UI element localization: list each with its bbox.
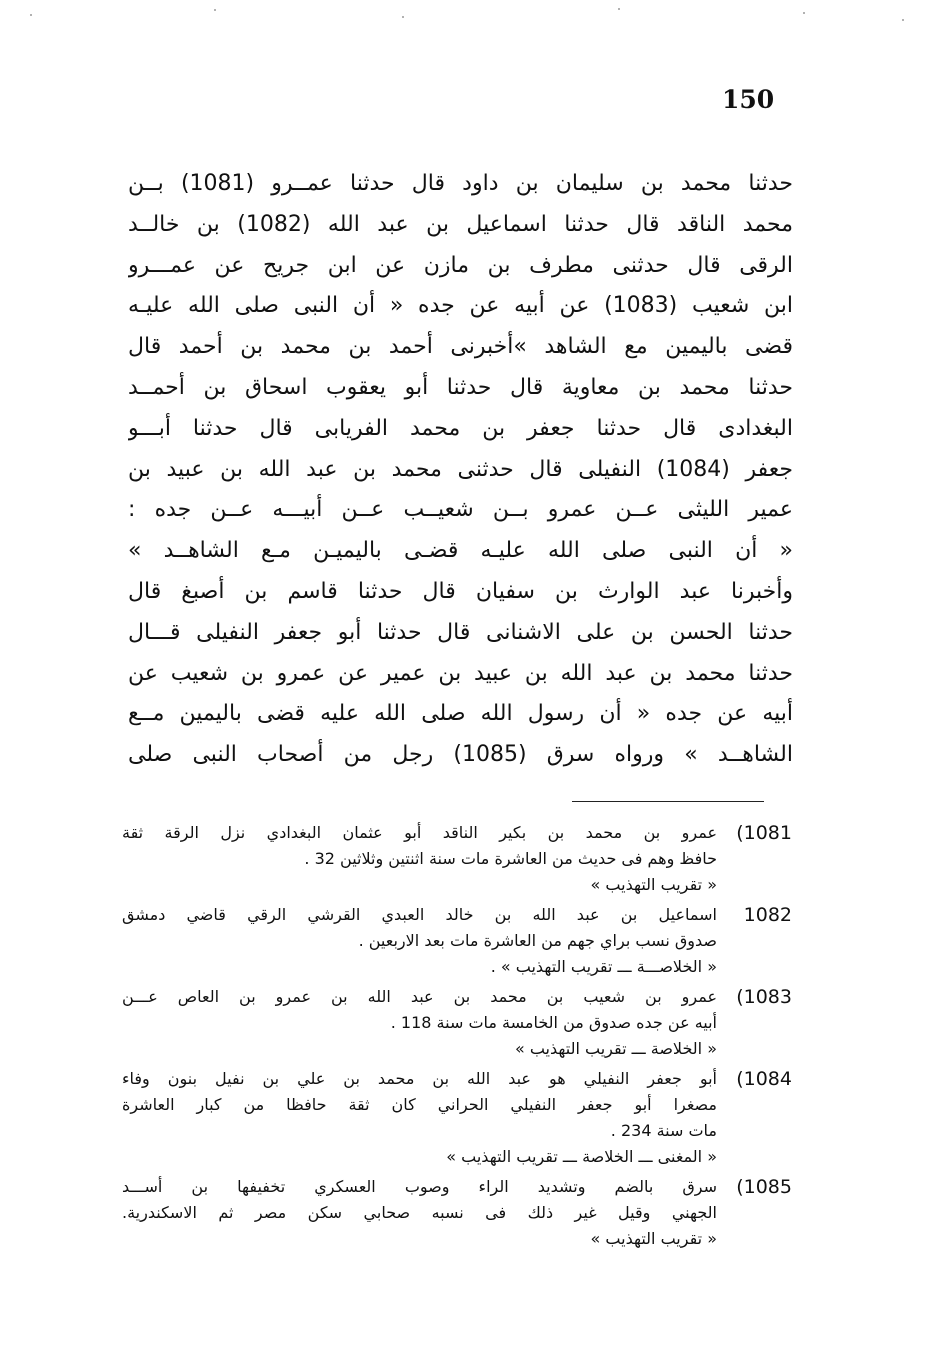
footnote-line: « تقريب التهذيب » [590,875,717,894]
footnote [122,820,792,898]
footnote-number: 1082 [743,904,792,926]
main-text-line: محمد الناقد قال حدثنا اسماعيل بن عبد الله (1082) بن خالــد [128,211,793,237]
footnote-line: أبو جعفر النفيلي هو عبد الله بن محمد بن علي بن نفيل بنون وفاء [122,1069,717,1088]
footnote-number: (1085 [736,1176,792,1198]
footnote-line: عمرو بن شعيب بن محمد بن عبد الله بن عمرو بن العاص عـــن [122,987,717,1006]
footnote-line: عمرو بن محمد بن بكير الناقد أبو عثمان البغدادي نزل الرقة ثقة [122,823,717,842]
main-text-line: حدثنا محمد بن سليمان بن داود قال حدثنا عمــرو (1081) بــن [128,171,793,196]
footnote-line: الجهني وقيل غير ذلك فى نسبه صحابي سكن مصر ثم الاسكندرية. [122,1203,717,1222]
footnote-line: « تقريب التهذيب » [590,1229,717,1248]
scan-speck [214,9,216,11]
footnote-line: مصغرا أبو جعفر النفيلي الحراني كان ثقة حافظا من كبار العاشرة [122,1095,717,1114]
footnote [122,984,792,1062]
main-text-line: الرقى قال حدثنى مطرف بن مازن عن ابن جريح عن عمـــرو [128,252,793,278]
footnote-body [122,902,717,980]
footnote-body [122,820,717,898]
main-text-line: ابن شعيب (1083) عن أبيه عن جده « أن النبى صلى الله عليـه [128,293,793,319]
footnote-number: (1081 [736,822,792,844]
footnote-line: صدوق نسب براي جهم من العاشرة مات بعد الاربعين . [358,931,717,950]
main-text-line: الشاهــد » ورواه سرق (1085) رجل من أصحاب النبى صلى [128,742,793,768]
footnote-line: « الخلاصة ـــ تقريب التهذيب » [514,1039,717,1058]
scan-speck [618,8,620,10]
footnote-line: سرق بالضم وتشديد الراء وصوب العسكري تخفيفها بن أســـد [122,1177,717,1196]
page-number: 150 [722,85,775,114]
scan-speck [402,16,404,18]
main-text-line: « أن النبى صلى الله عليـه قضـى باليميـن مـع الشاهــد » [128,538,793,564]
footnote-line: « الخلاصـــة ـــ تقريب التهذيب » . [490,957,717,976]
footnote [122,902,792,980]
scan-speck [902,19,904,21]
scan-speck [30,14,32,16]
main-text-line: حدثنا محمد بن عبد الله بن عبيد بن عمير عن عمرو بن شعيب عن [128,660,793,686]
main-text [128,164,793,776]
main-text-line: أبيه عن جده « أن رسول الله صلى الله عليه قضى باليمين مــع [128,701,793,727]
footnote-number: (1084 [736,1068,792,1090]
main-text-line: جعفر (1084) النفيلى قال حدثنى محمد بن عبد الله بن عبيد بن [128,456,793,482]
footnotes [122,820,792,1256]
footnote-line: اسماعيل بن عبد الله بن خالد العبدي القرشي الرقي قاضي دمشق [122,905,717,924]
footnote [122,1066,792,1170]
footnote-body [122,984,717,1062]
footnote-line: مات سنة 234 . [610,1121,717,1140]
footnote-number: (1083 [736,986,792,1008]
main-text-line: حدثنا محمد بن معاوية قال حدثنا أبو يعقوب اسحاق بن أحمــد [128,374,793,400]
footnote-line: حافظ وهم فى حديث من العاشرة مات سنة اثنتين وثلاثين 32 . [304,849,717,868]
footnote-body [122,1174,717,1252]
footnote-line: أبيه عن جده صدوق من الخامسة مات سنة 118 . [390,1013,717,1032]
footnote-separator [572,801,764,802]
footnote-line: « المغنى ـــ الخلاصة ـــ تقريب التهذيب » [446,1147,717,1166]
footnote-body [122,1066,717,1170]
main-text-line: قضى باليمين مع الشاهد »أخبرنى أحمد بن محمد بن أحمد قال [128,334,793,360]
main-text-line: وأخبرنا عبد الوارث بن سفيان قال حدثنا قاسم بن أصبغ قال [128,578,793,604]
main-text-line: البغدادى قال حدثنا جعفر بن محمد الفريابى قال حدثنا أبـــو [128,415,793,441]
main-text-line: حدثنا الحسن بن على الاشنانى قال حدثنا أبو جعفر النفيلى قـــال [128,619,793,645]
scan-speck [803,12,805,14]
footnote [122,1174,792,1252]
main-text-line: عمير الليثى عــن عمرو بــن شعيــب عــن أبيـــه عــن جده : [128,497,793,523]
